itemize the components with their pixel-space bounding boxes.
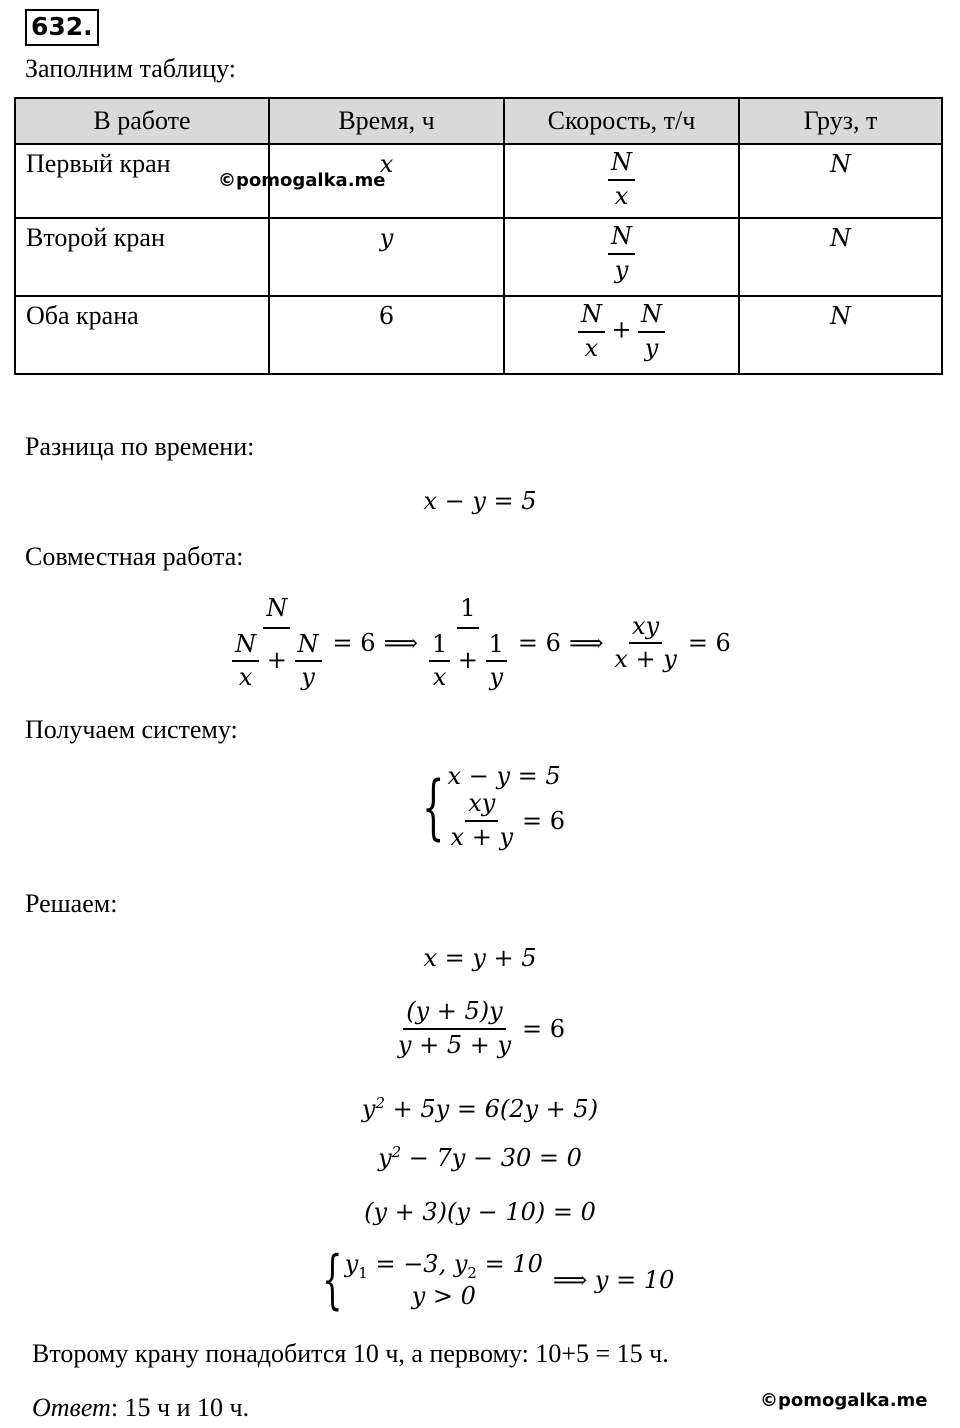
joint-label: Совместная работа: xyxy=(25,542,244,571)
fraction-denominator: x xyxy=(584,333,599,362)
watermark-top: ©pomogalka.me xyxy=(218,170,386,191)
plus-sign: + xyxy=(266,645,287,674)
nested-fraction xyxy=(429,631,450,692)
fraction-numerator: xy xyxy=(465,790,498,822)
intro-text: Заполним таблицу: xyxy=(25,54,237,83)
fraction-denominator: x + y xyxy=(614,645,677,674)
variable: y xyxy=(361,1095,376,1123)
time-value: 6 xyxy=(378,302,395,330)
plus-sign: + xyxy=(457,645,478,674)
load-value: N xyxy=(830,224,851,252)
table-row xyxy=(15,144,942,218)
solve-fraction xyxy=(395,998,514,1059)
variable: y xyxy=(378,1144,392,1172)
header-cell: В работе xyxy=(15,98,269,144)
table-row xyxy=(15,218,942,296)
implies-arrow: ⟹ xyxy=(383,629,418,658)
speed-fraction-y xyxy=(638,301,665,362)
row-label: Второй кран xyxy=(15,218,269,296)
fraction-numerator: 1 xyxy=(429,631,450,663)
subscript: 1 xyxy=(358,1263,368,1282)
nested-fraction xyxy=(486,631,507,692)
exponent: 2 xyxy=(391,1143,402,1161)
fraction-numerator: (y + 5)y xyxy=(403,998,505,1030)
fraction-denominator: x xyxy=(614,181,629,210)
fraction-numerator: N xyxy=(263,595,290,629)
joint-fraction-2 xyxy=(426,595,510,692)
equals-six: = 6 xyxy=(517,629,561,658)
roots-conclusion: ⟹ y = 10 xyxy=(552,1266,675,1294)
speed-fraction xyxy=(608,223,635,284)
system-fraction xyxy=(448,790,516,851)
load-value: N xyxy=(830,150,851,178)
left-brace: { xyxy=(322,1243,343,1317)
speed-fraction xyxy=(608,149,635,210)
answer-line xyxy=(32,1393,249,1423)
table-header-row xyxy=(15,98,942,144)
roots-system xyxy=(312,1243,675,1317)
exponent: 2 xyxy=(375,1094,386,1112)
difference-label: Разница по времени: xyxy=(25,432,255,461)
row-label: Оба крана xyxy=(15,296,269,374)
variable: y xyxy=(344,1250,359,1279)
value: = −3, xyxy=(367,1250,454,1279)
solve-rhs: = 6 xyxy=(522,1014,566,1043)
fraction-numerator: N xyxy=(608,223,635,255)
fraction-denominator: x + y xyxy=(450,822,514,851)
solve-step-5: (y + 3)(y − 10) = 0 xyxy=(364,1198,596,1226)
fraction-numerator: 1 xyxy=(486,631,507,663)
variable: y xyxy=(453,1250,468,1279)
fraction-denominator: y + 5 + y xyxy=(397,1030,512,1059)
subscript: 2 xyxy=(467,1263,477,1282)
system-line-1: x − y = 5 xyxy=(447,762,561,790)
fraction-denominator: x xyxy=(238,663,253,692)
fraction-denominator: y xyxy=(301,663,315,692)
value: = 10 xyxy=(476,1250,543,1279)
expression: − 7y − 30 = 0 xyxy=(401,1144,582,1172)
fraction-numerator: N xyxy=(578,301,605,333)
implies-arrow: ⟹ xyxy=(568,629,604,658)
plus-sign: + xyxy=(611,315,632,344)
solve-step-4 xyxy=(0,1143,960,1172)
equals-six: = 6 xyxy=(332,629,376,658)
fraction-denominator xyxy=(229,629,324,692)
speed-fraction-x xyxy=(578,301,605,362)
row-label: Первый кран xyxy=(15,144,269,218)
header-cell: Скорость, т/ч xyxy=(504,98,739,144)
data-table xyxy=(14,97,943,375)
watermark-bottom: ©pomogalka.me xyxy=(760,1390,928,1411)
fraction-numerator: N xyxy=(232,631,259,663)
system-rhs: = 6 xyxy=(522,806,566,835)
time-value: y xyxy=(379,224,394,252)
fraction-numerator: N xyxy=(638,301,665,333)
solve-label: Решаем: xyxy=(25,889,118,918)
joint-fraction-1 xyxy=(229,595,324,692)
table-row xyxy=(15,296,942,374)
fraction-denominator: y xyxy=(489,663,504,692)
fraction-denominator: x xyxy=(432,663,447,692)
nested-fraction xyxy=(295,631,322,692)
left-brace: { xyxy=(422,765,445,848)
joint-fraction-3 xyxy=(611,613,679,674)
roots-line xyxy=(345,1250,543,1282)
fraction-numerator: N xyxy=(295,631,322,663)
time-value: x xyxy=(379,150,394,178)
joint-equation xyxy=(0,595,960,692)
condition-line: y > 0 xyxy=(411,1281,476,1310)
fraction-numerator: xy xyxy=(629,613,662,645)
system-label: Получаем систему: xyxy=(25,715,238,744)
equals-six: = 6 xyxy=(687,629,731,658)
system-of-equations xyxy=(411,762,565,851)
nested-fraction xyxy=(232,631,259,692)
fraction-denominator: y xyxy=(644,333,659,362)
expression: + 5y = 6(2y + 5) xyxy=(385,1095,599,1123)
fraction-numerator: 1 xyxy=(457,595,478,629)
solve-step-1: x = y + 5 xyxy=(423,944,537,972)
problem-number: 632. xyxy=(25,9,99,46)
header-cell: Время, ч xyxy=(269,98,504,144)
solve-step-2 xyxy=(0,998,960,1059)
fraction-denominator xyxy=(426,629,510,692)
fraction-numerator: N xyxy=(608,149,635,181)
header-cell: Груз, т xyxy=(739,98,942,144)
load-value: N xyxy=(830,302,851,330)
result-text: Второму крану понадобится 10 ч, а первому: 10+5 = 15 ч. xyxy=(32,1339,669,1368)
answer-text: : 15 ч и 10 ч. xyxy=(110,1393,250,1422)
difference-equation: x − y = 5 xyxy=(423,487,537,515)
answer-label: Ответ xyxy=(32,1393,111,1422)
solve-step-3 xyxy=(0,1094,960,1123)
fraction-denominator: y xyxy=(614,255,629,284)
